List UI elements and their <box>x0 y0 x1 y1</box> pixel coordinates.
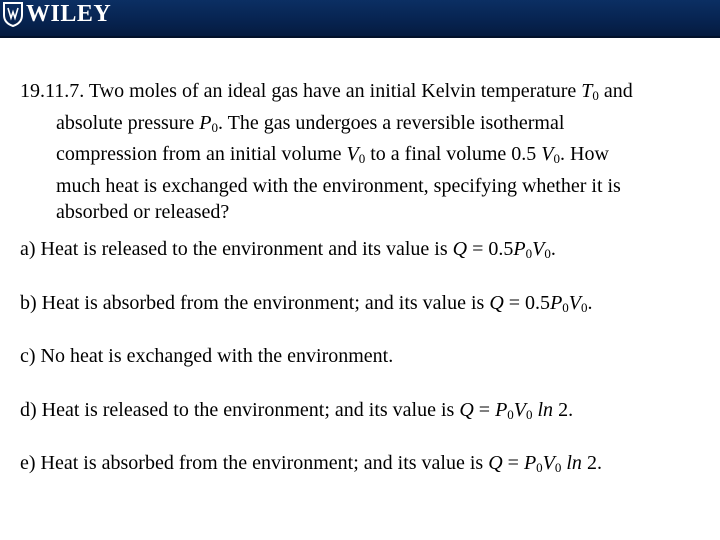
var-T: T <box>581 80 593 102</box>
answer-e[interactable]: e) Heat is absorbed from the environment; and its value is $Q = P_0V_0$ ln 2. <box>20 452 602 475</box>
var-V: V <box>541 143 554 165</box>
wiley-logo <box>2 0 111 28</box>
var-P: P <box>199 111 212 134</box>
var-V: V <box>346 143 359 165</box>
question-line-3: compression from an initial volume $V_0$ to a final volume 0.5 $V_0$. How <box>56 143 609 166</box>
question-number: 19.11.7. <box>20 80 85 102</box>
brand-name: WILEY <box>26 1 112 27</box>
question-line-5: absorbed or released? <box>56 201 230 223</box>
answer-d[interactable]: d) Heat is released to the environment; and its value is $Q = P_0V_0$ ln 2. <box>20 399 574 422</box>
question-block <box>20 78 710 226</box>
wiley-logo-icon <box>2 1 24 27</box>
header-bar <box>0 0 720 38</box>
question-line-1: 19.11.7. Two moles of an ideal gas have an initial Kelvin temperature $T_0$ and <box>20 80 633 103</box>
question-line-2: absolute pressure $P_0$. The gas undergoes a reversible isothermal <box>56 111 565 135</box>
header-divider <box>0 36 720 38</box>
answer-a[interactable]: a) Heat is released to the environment and its value is $Q = 0.5P_0V_0$. <box>20 238 556 261</box>
answer-b[interactable]: b) Heat is absorbed from the environment; and its value is $Q = 0.5P_0V_0$. <box>20 292 593 315</box>
question-line-4: much heat is exchanged with the environment, specifying whether it is <box>56 174 621 197</box>
answer-c[interactable]: c) No heat is exchanged with the environment. <box>20 345 394 367</box>
